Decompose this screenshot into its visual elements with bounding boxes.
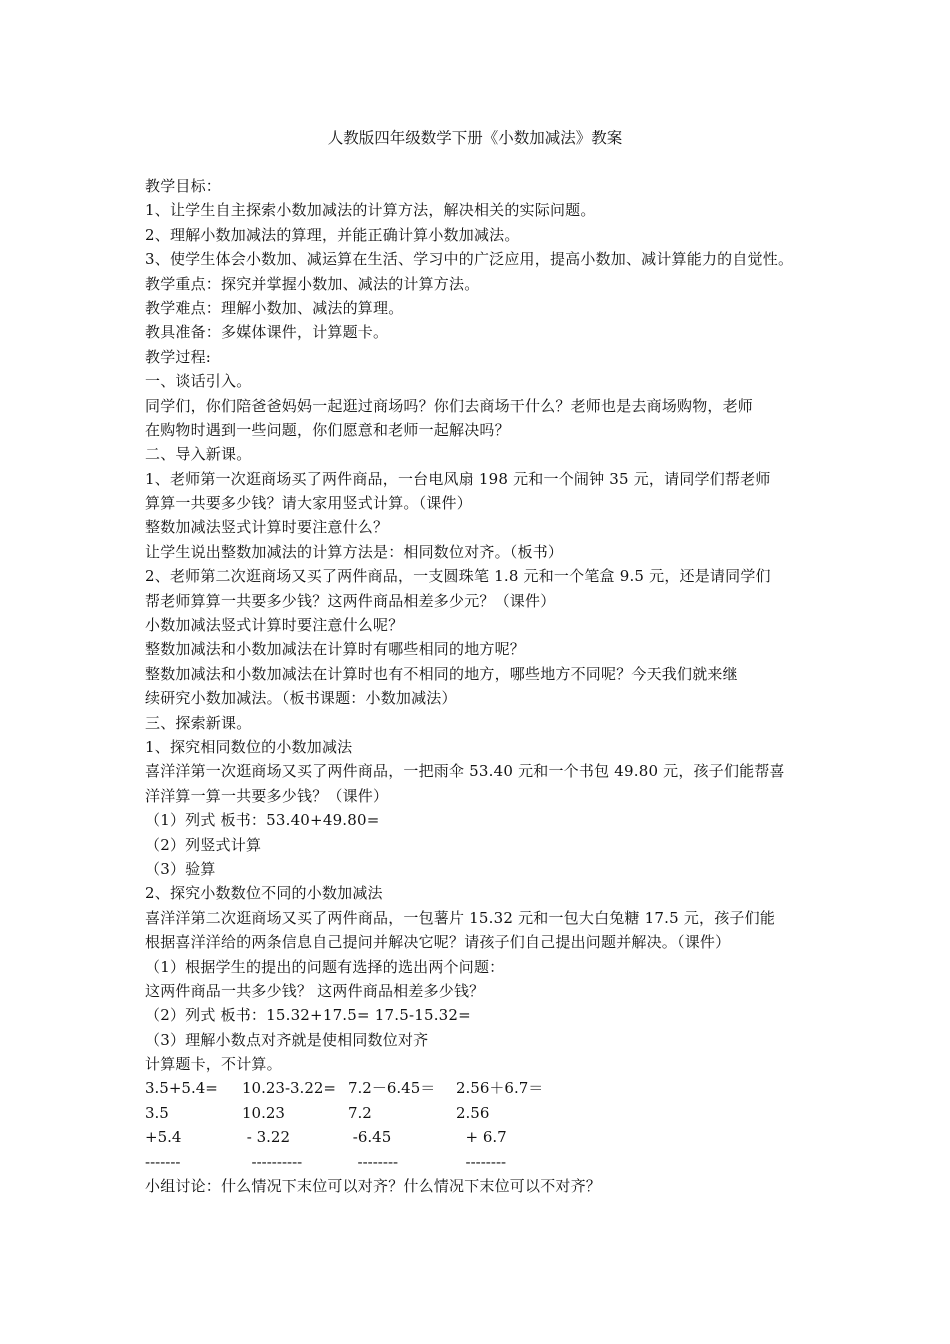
calc-cell: 3.5: [145, 1103, 169, 1122]
calc-cell: +5.4: [145, 1128, 182, 1147]
text-line: 1、探究相同数位的小数加减法: [145, 737, 353, 756]
text-line: （3）理解小数点对齐就是使相同数位对齐: [145, 1030, 429, 1049]
text-line: 1、让学生自主探索小数加减法的计算方法，解决相关的实际问题。: [145, 201, 596, 220]
text-line: 帮老师算算一共要多少钱？这两件商品相差多少元？（课件）: [145, 591, 556, 610]
text-line: 同学们，你们陪爸爸妈妈一起逛过商场吗？你们去商场干什么？老师也是去商场购物，老师: [145, 396, 754, 415]
text-line: 整数加减法和小数加减法在计算时有哪些相同的地方呢？: [145, 640, 526, 659]
text-line: 2、理解小数加减法的算理，并能正确计算小数加减法。: [145, 225, 520, 244]
document-body: [145, 174, 825, 1198]
text-lines: [145, 174, 825, 1076]
calc-cell: 10.23: [242, 1103, 285, 1122]
calc-cell: - 3.22: [242, 1128, 291, 1147]
text-line: 一、谈话引入。: [145, 372, 252, 391]
text-line: 在购物时遇到一些问题，你们愿意和老师一起解决吗？: [145, 420, 510, 439]
text-line: 2、老师第二次逛商场又买了两件商品，一支圆珠笔 1.8 元和一个笔盒 9.5 元，还是请同学们: [145, 567, 771, 586]
calc-cell: + 6.7: [456, 1128, 507, 1147]
text-line: （2）列式 板书：15.32+17.5= 17.5-15.32=: [145, 1006, 471, 1025]
calc-cell: ----------: [242, 1152, 303, 1171]
calc-cell: 7.2: [348, 1103, 372, 1122]
text-line: 根据喜洋洋给的两条信息自己提问并解决它呢？请孩子们自己提出问题并解决。（课件）: [145, 933, 731, 952]
closing-line: 小组讨论：什么情况下末位可以对齐？什么情况下末位可以不对齐？: [145, 1177, 602, 1196]
text-line: 二、导入新课。: [145, 445, 252, 464]
text-line: 续研究小数加减法。（板书课题：小数加减法）: [145, 689, 457, 708]
text-line: 3、使学生体会小数加、减运算在生活、学习中的广泛应用，提高小数加、减计算能力的自觉性。: [145, 250, 794, 269]
text-line: （1）根据学生的提出的问题有选择的选出两个问题：: [145, 957, 505, 976]
text-line: 教具准备：多媒体课件，计算题卡。: [145, 323, 389, 342]
text-line: 喜洋洋第二次逛商场又买了两件商品，一包薯片 15.32 元和一包大白兔糖 17.5 元，孩子们能: [145, 908, 776, 927]
document-title: 人教版四年级数学下册《小数加减法》教案: [327, 129, 623, 147]
calc-cell: 2.56＋6.7＝: [456, 1079, 544, 1098]
text-line: 教学目标：: [145, 177, 222, 195]
calc-card: [145, 1076, 825, 1174]
text-line: 整数加减法和小数加减法在计算时也有不相同的地方，哪些地方不同呢？今天我们就来继: [145, 664, 738, 683]
text-line: （2）列竖式计算: [145, 835, 262, 854]
text-line: 教学重点：探究并掌握小数加、减法的计算方法。: [145, 274, 480, 293]
text-line: 1、老师第一次逛商场买了两件商品，一台电风扇 198 元和一个闹钟 35 元，请同学们帮老师: [145, 469, 771, 488]
text-line: （3）验算: [145, 859, 216, 878]
text-line: 计算题卡，不计算。: [145, 1055, 282, 1074]
calc-row: [145, 1125, 825, 1149]
calc-row: [145, 1076, 825, 1100]
text-line: 小数加减法竖式计算时要注意什么呢？: [145, 616, 404, 635]
text-line: 教学过程:: [145, 347, 212, 366]
calc-cell: -------: [145, 1152, 181, 1171]
calc-cell: 10.23-3.22=: [242, 1079, 336, 1098]
calc-cell: -6.45: [348, 1128, 392, 1147]
text-line: 洋洋算一算一共要多少钱？（课件）: [145, 786, 389, 805]
text-line: （1）列式 板书：53.40+49.80=: [145, 811, 380, 830]
text-line: 2、探究小数数位不同的小数加减法: [145, 884, 383, 903]
calc-row: [145, 1150, 825, 1174]
text-line: 整数加减法竖式计算时要注意什么？: [145, 518, 389, 537]
text-line: 让学生说出整数加减法的计算方法是：相同数位对齐。（板书）: [145, 542, 564, 561]
text-line: 算算一共要多少钱？请大家用竖式计算。（课件）: [145, 494, 472, 513]
calc-cell: 7.2－6.45＝: [348, 1079, 436, 1098]
text-line: 三、探索新课。: [145, 713, 252, 732]
calc-cell: --------: [456, 1152, 507, 1171]
text-line: 喜洋洋第一次逛商场又买了两件商品，一把雨伞 53.40 元和一个书包 49.80 元，孩子们能帮喜: [145, 762, 785, 781]
text-line: 这两件商品一共多少钱？ 这两件商品相差多少钱？: [145, 981, 485, 1000]
calc-cell: --------: [348, 1152, 399, 1171]
calc-row: [145, 1101, 825, 1125]
text-line: 教学难点：理解小数加、减法的算理。: [145, 298, 404, 317]
calc-cell: 2.56: [456, 1103, 490, 1122]
calc-cell: 3.5+5.4=: [145, 1079, 218, 1098]
